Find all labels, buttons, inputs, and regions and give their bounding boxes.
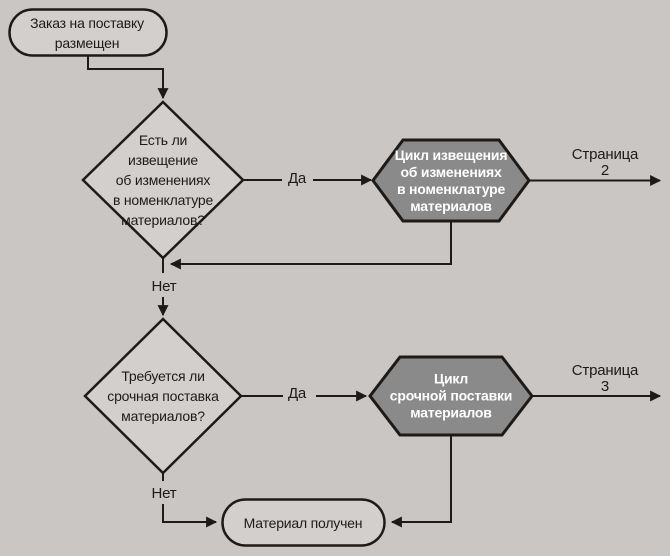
start-node-label: Заказ на поставку размещен <box>30 15 144 51</box>
edge-label-yes2: Да <box>287 385 307 402</box>
process1-label: Цикл извещения об изменениях в номенклатуре материалов <box>394 147 508 214</box>
end-node-label: Материал получен <box>243 515 363 531</box>
end-node-shape <box>223 500 385 546</box>
start-node-shape <box>10 10 167 56</box>
decision2-label: Требуется ли срочная поставка материалов? <box>107 368 219 424</box>
process2-label: Цикл срочной поставки материалов <box>389 370 513 421</box>
page2-reference-label: Страница 2 <box>571 146 639 179</box>
page3-reference-label: Страница 3 <box>571 362 639 395</box>
process2-shape <box>370 357 532 435</box>
edge-label-yes1: Да <box>287 170 307 187</box>
process1-shape <box>373 140 529 221</box>
decision1-label: Есть ли извещение об изменениях в номенклатуре материалов? <box>112 132 214 228</box>
edge-label-no2: Нет <box>151 485 177 502</box>
edge-label-no1: Нет <box>151 278 177 295</box>
